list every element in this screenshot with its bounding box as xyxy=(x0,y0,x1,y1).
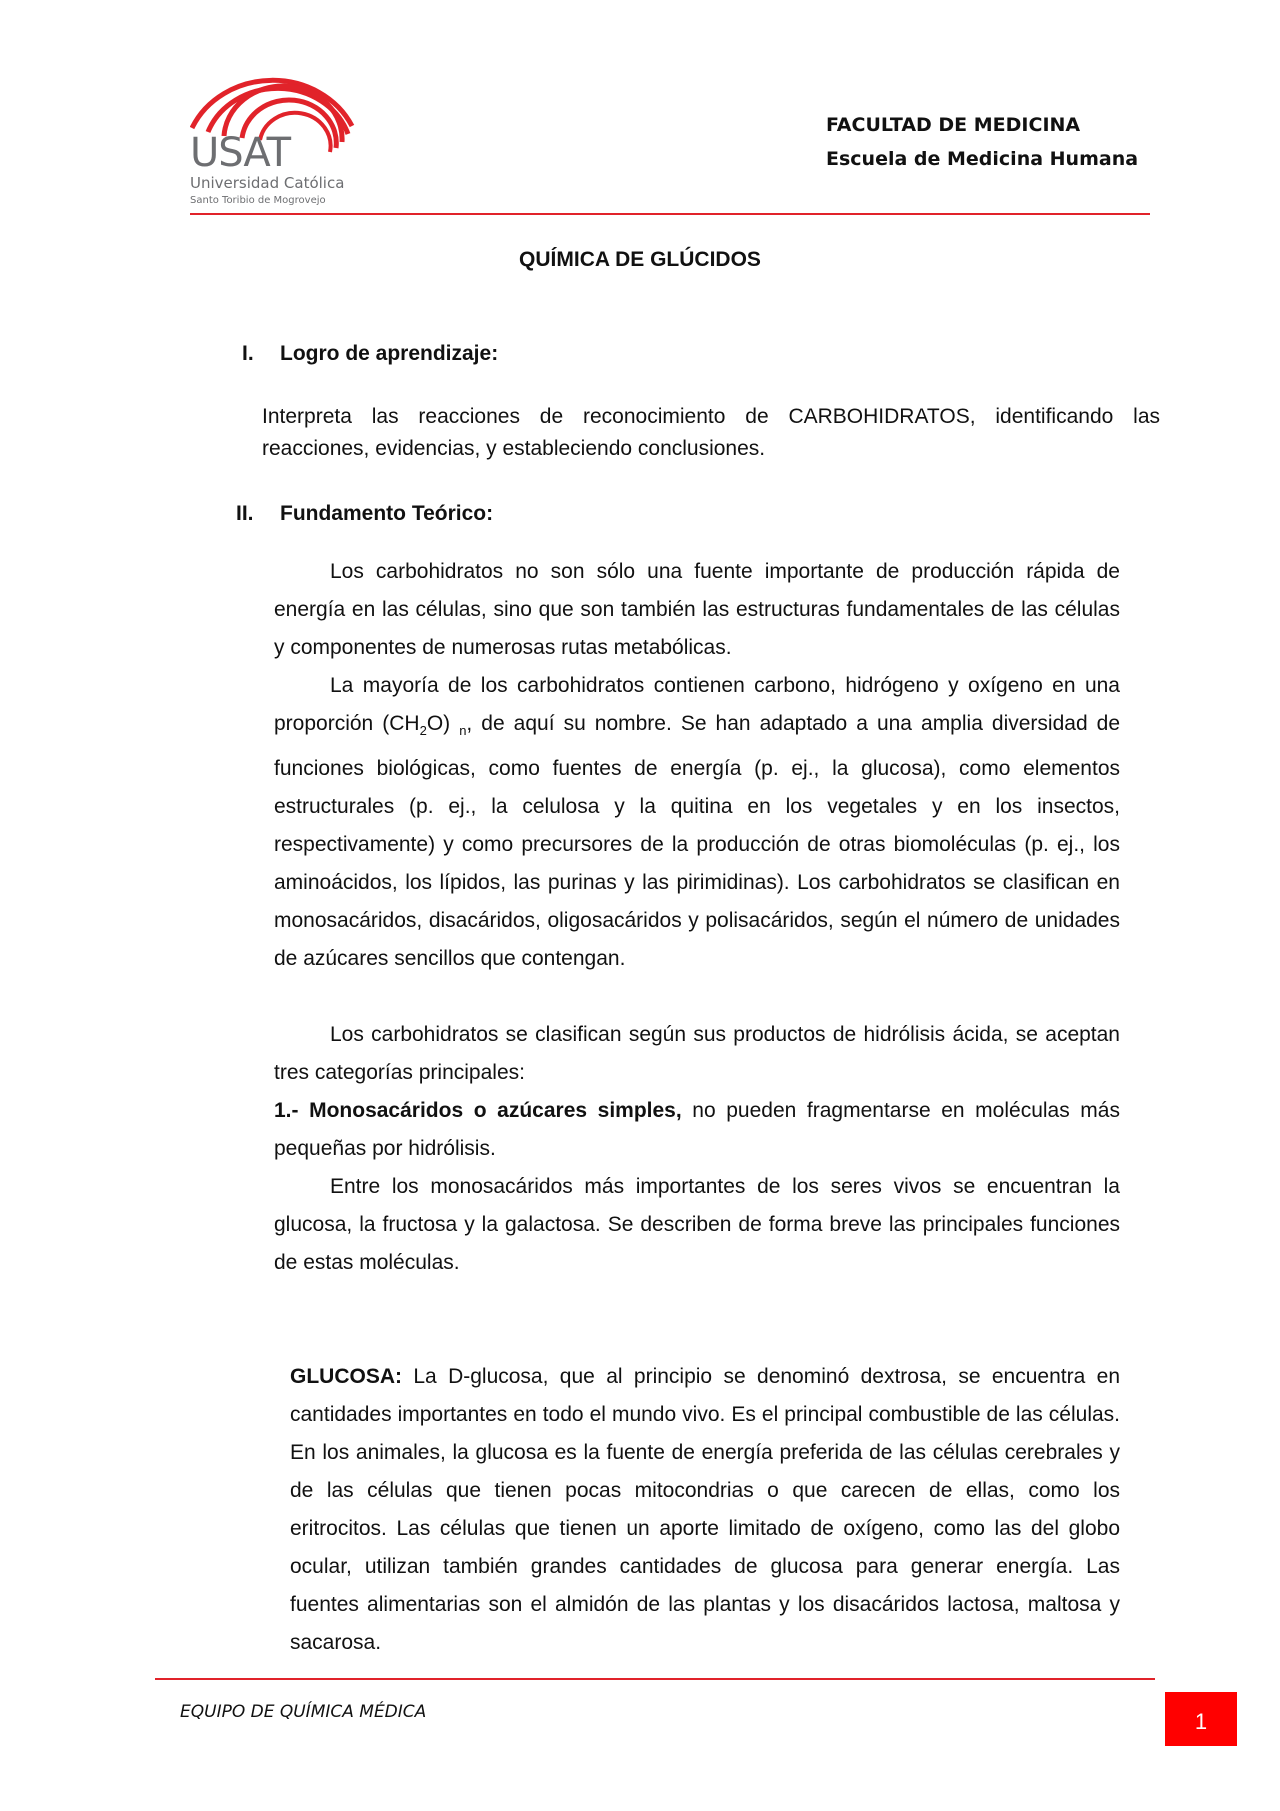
footer-divider xyxy=(155,1678,1155,1680)
header-divider xyxy=(190,213,1150,215)
glucosa-label: GLUCOSA: xyxy=(290,1365,402,1388)
page-number: 1 xyxy=(1165,1692,1237,1746)
section2-number: II. xyxy=(236,502,254,525)
document-title: QUÍMICA DE GLÚCIDOS xyxy=(519,248,761,271)
glucosa-text: La D-glucosa, que al principio se denominó dextrosa, se encuentra en cantidades importantes en todo el mundo vivo. Es el principal combustible de las células. En los animales, la glucosa es la fuente de energía preferida de las células cerebrales y de las células que tienen pocas mitocondrias o que carecen de ellas, como los eritrocitos. Las células que tienen un aporte limitado de oxígeno, como las del globo ocular, utilizan también grandes cantidades de glucosa para generar energía. Las fuentes alimentarias son el almidón de las plantas y los disacáridos lactosa, maltosa y sacarosa. xyxy=(290,1365,1120,1654)
section1-title: Logro de aprendizaje: xyxy=(280,342,499,365)
theory-body xyxy=(274,553,1120,1282)
usat-logo xyxy=(190,76,370,216)
learning-goal-text: Interpreta las reacciones de reconocimiento de CARBOHIDRATOS, identificando las reacciones, evidencias, y estableciendo conclusiones. xyxy=(262,405,1160,460)
monosaccharides-label: 1.- Monosacáridos o azúcares simples, xyxy=(274,1099,682,1123)
monosaccharides-text: no pueden fragmentarse en moléculas más pequeñas por hidrólisis. xyxy=(274,1099,1120,1161)
theory-paragraph-3: Los carbohidratos se clasifican según sus productos de hidrólisis ácida, se aceptan tres categorías principales: xyxy=(274,1023,1120,1085)
p2-part-c: , de aquí su nombre. Se han adaptado a una amplia diversidad de funciones biológicas, como fuentes de energía (p. ej., la glucosa), como elementos estructurales (p. ej., la celulosa y la quitina en los vegetales y en los insectos, respectivamente) y como precursores de la producción de otras biomoléculas (p. ej., los aminoácidos, los lípidos, las purinas y las pirimidinas). Los carbohidratos se clasifican en monosacáridos, disacáridos, oligosacáridos y polisacáridos, según el número de unidades de azúcares sencillos que contengan. xyxy=(274,712,1121,971)
theory-paragraph-4 xyxy=(274,1092,1120,1168)
logo-line1: Universidad Católica xyxy=(190,174,345,192)
theory-paragraph-1: Los carbohidratos no son sólo una fuente importante de producción rápida de energía en las células, sino que son también las estructuras fundamentales de las células y componentes de numerosas rutas metabólicas. xyxy=(274,560,1120,659)
p2-subscript-n: n xyxy=(459,723,467,739)
section2-title: Fundamento Teórico: xyxy=(280,502,494,525)
school-name: Escuela de Medicina Humana xyxy=(826,148,1139,170)
logo-line2: Santo Toribio de Mogrovejo xyxy=(190,195,326,206)
p2-part-a: La mayoría de los carbohidratos contienen carbono, hidrógeno y oxígeno en una proporción (CH xyxy=(274,674,1120,735)
footer-team: EQUIPO DE QUÍMICA MÉDICA xyxy=(180,1702,427,1722)
section1-heading xyxy=(242,342,498,366)
section1-text xyxy=(262,401,1160,465)
glucosa-block xyxy=(290,1358,1120,1662)
theory-paragraph-2 xyxy=(274,667,1120,978)
section1-number: I. xyxy=(242,342,254,365)
p2-subscript-2: 2 xyxy=(419,723,427,739)
header-info xyxy=(826,108,1138,176)
p2-part-b: O) xyxy=(426,712,460,735)
faculty-name: FACULTAD DE MEDICINA xyxy=(826,114,1081,136)
logo-brand: USAT xyxy=(190,130,291,176)
theory-paragraph-5: Entre los monosacáridos más importantes de los seres vivos se encuentran la glucosa, la fructosa y la galactosa. Se describen de forma breve las principales funciones de estas moléculas. xyxy=(274,1175,1120,1275)
glucosa-paragraph xyxy=(290,1358,1120,1662)
section2-heading xyxy=(236,502,493,526)
